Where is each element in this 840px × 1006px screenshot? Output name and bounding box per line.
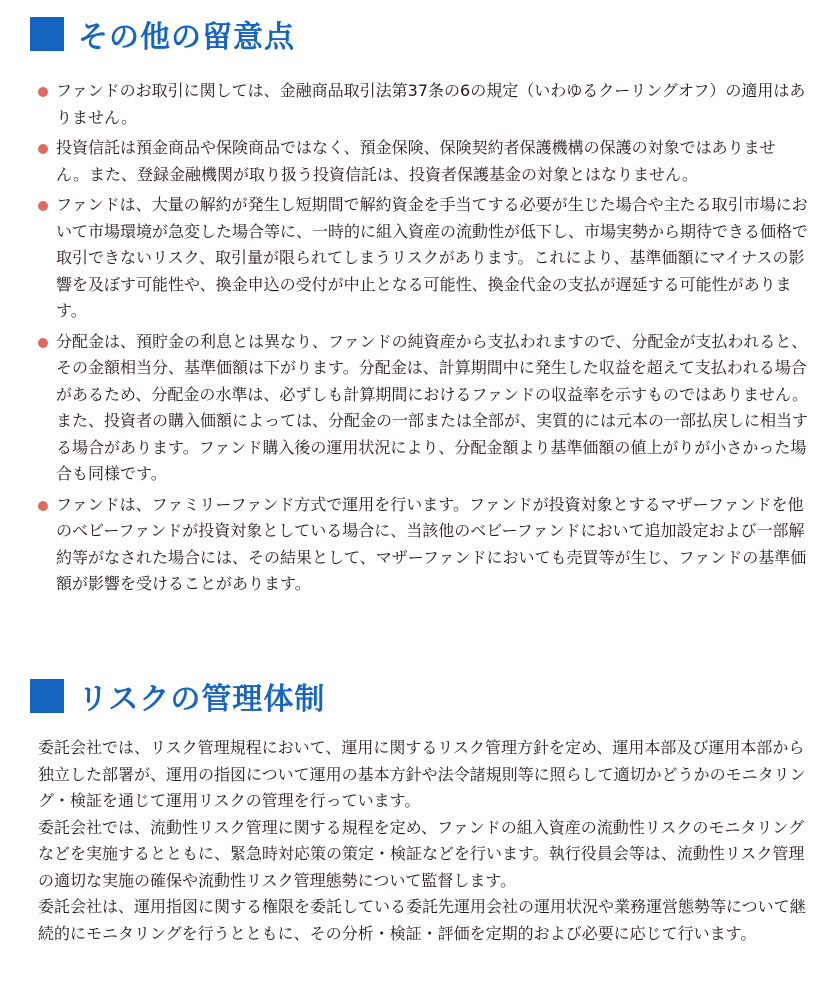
bullet-dot-icon [38, 501, 48, 511]
list-item [38, 135, 808, 188]
list-item [38, 492, 808, 598]
bullet-dot-icon [38, 338, 48, 348]
body-paragraph: 委託会社では、リスク管理規程において、運用に関するリスク管理方針を定め、運用本部及び運用本部から独立した部署が、運用の指図について運用の基本方針や法令諸規則等に照らして適切かどうかのモニタリング・検証を通じて運用リスクの管理を行っています。 [38, 738, 806, 810]
list-item-text: ファンドのお取引に関しては、金融商品取引法第37条の6の規定（いわゆるクーリングオフ）の適用はありません。 [56, 81, 806, 127]
list-item-text: 投資信託は預金商品や保険商品ではなく、預金保険、保険契約者保護機構の保護の対象ではありません。また、登録金融機関が取り扱う投資信託は、投資者保護基金の対象とはなりません。 [56, 138, 776, 184]
notes-bullet-list [38, 78, 808, 602]
body-paragraph: 委託会社では、流動性リスク管理に関する規程を定め、ファンドの組入資産の流動性リスクのモニタリングなどを実施するとともに、緊急時対応策の策定・検証などを行います。執行役員会等は、流動性リスク管理の適切な実施の確保や流動性リスク管理態勢について監督します。 [38, 817, 805, 890]
bullet-dot-icon [38, 87, 48, 97]
section-heading-other-notes [30, 14, 295, 54]
list-item [38, 192, 808, 325]
list-item [38, 329, 808, 488]
list-item-text: 分配金は、預貯金の利息とは異なり、ファンドの純資産から支払われますので、分配金が支払われると、その金額相当分、基準価額は下がります。分配金は、計算期間中に発生した収益を超えて支払われる場合があるため、分配金の水準は、必ずしも計算期間におけるファンドの収益率を示すものではありません。また、投資者の購入価額によっては、分配金の一部または全部が、実質的には元本の一部払戻しに相当する場合があります。ファンド購入後の運用状況により、分配金額より基準価額の値上がりが小さかった場合も同様です。 [56, 331, 809, 483]
bullet-dot-icon [38, 201, 48, 211]
section-heading-risk-management [30, 676, 325, 716]
risk-management-body [38, 735, 808, 947]
heading-square-marker [30, 17, 64, 51]
list-item-text: ファンドは、ファミリーファンド方式で運用を行います。ファンドが投資対象とするマザーファンドを他のベビーファンドが投資対象としている場合に、当該他のベビーファンドにおいて追加設定および一部解約等がなされた場合には、その結果として、マザーファンドにおいても売買等が生じ、ファンドの基準価額が影響を受けることがあります。 [56, 494, 807, 593]
list-item [38, 78, 808, 131]
list-item-text: ファンドは、大量の解約が発生し短期間で解約資金を手当てする必要が生じた場合や主たる取引市場において市場環境が急変した場合等に、一時的に組入資産の流動性が低下し、市場実勢から期待できる価格で取引できないリスク、取引量が限られてしまうリスクがあります。これにより、基準価額にマイナスの影響を及ぼす可能性や、換金申込の受付が中止となる可能性、換金代金の支払が遅延する可能性があります。 [56, 195, 809, 320]
section-title: リスクの管理体制 [78, 682, 326, 717]
body-paragraph: 委託会社は、運用指図に関する権限を委託している委託先運用会社の運用状況や業務運営態勢等について継続的にモニタリングを行うとともに、その分析・検証・評価を定期的および必要に応じて行います。 [38, 897, 806, 943]
section-title: その他の留意点 [78, 20, 295, 55]
bullet-dot-icon [38, 144, 48, 154]
heading-square-marker [30, 679, 64, 713]
